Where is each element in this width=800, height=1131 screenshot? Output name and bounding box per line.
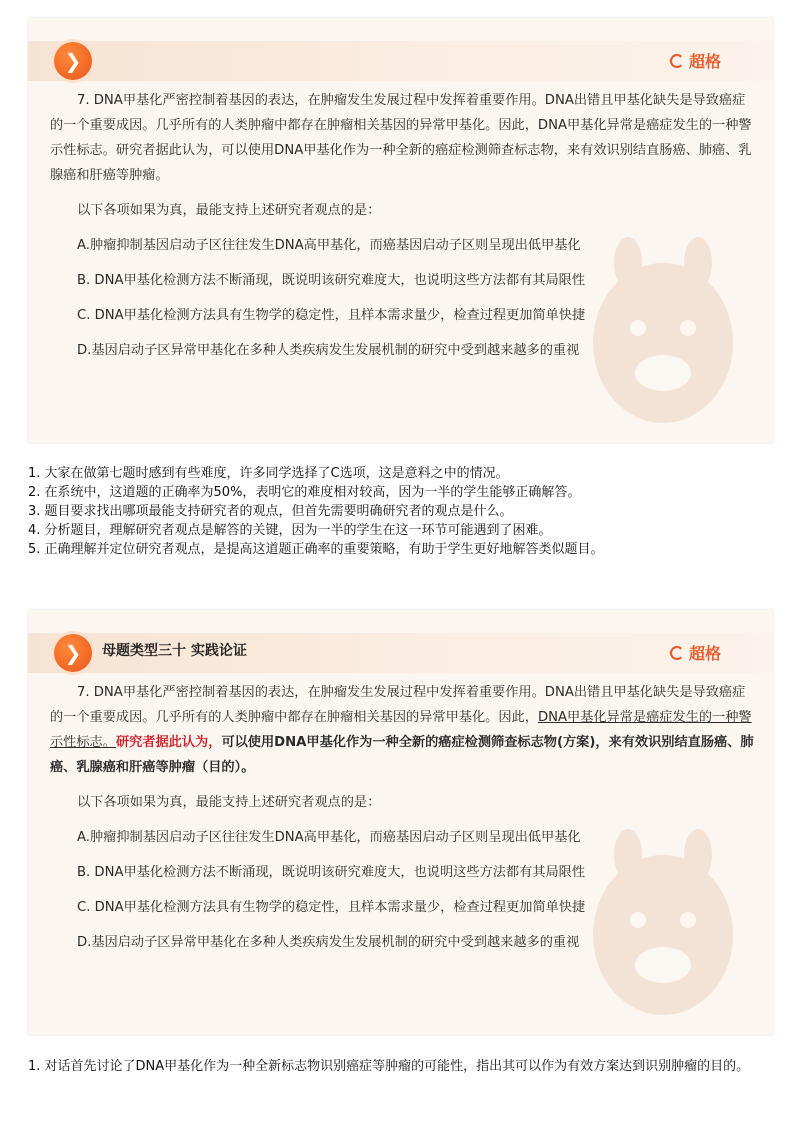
chevron-right-icon: ❯ xyxy=(54,634,92,672)
notes-list-1 xyxy=(28,464,778,559)
notes-list-2 xyxy=(28,1057,778,1076)
question-prompt: 以下各项如果为真，最能支持上述研究者观点的是： xyxy=(77,203,381,218)
brand-name: 超格 xyxy=(688,644,721,663)
brand-c-icon xyxy=(670,54,684,68)
banner-title: 母题类型三十 实践论证 xyxy=(102,643,247,659)
brand-logo xyxy=(670,641,721,664)
slide-2 xyxy=(28,610,773,1035)
brand-name: 超格 xyxy=(688,52,721,71)
brand-logo xyxy=(670,49,721,72)
option-d: D.基因启动子区异常甲基化在多种人类疾病发生发展机制的研究中受到越来越多的重视 xyxy=(77,935,580,950)
note-item: 4. 分析题目，理解研究者观点是解答的关键，因为一半的学生在这一环节可能遇到了困难。 xyxy=(28,523,552,538)
option-b: B. DNA甲基化检测方法不断涌现，既说明该研究难度大，也说明这些方法都有其局限性 xyxy=(77,273,586,288)
option-a: A.肿瘤抑制基因启动子区往往发生DNA高甲基化，而癌基因启动子区则呈现出低甲基化 xyxy=(77,238,581,253)
option-c: C. DNA甲基化检测方法具有生物学的稳定性，且样本需求量少，检查过程更加简单快捷 xyxy=(77,308,586,323)
option-a: A.肿瘤抑制基因启动子区往往发生DNA高甲基化，而癌基因启动子区则呈现出低甲基化 xyxy=(77,830,581,845)
question-content xyxy=(50,88,756,363)
note-item: 2. 在系统中，这道题的正确率为50%，表明它的难度相对较高，因为一半的学生能够正确解答。 xyxy=(28,485,581,500)
question-highlight-text: 研究者据此认为， xyxy=(115,735,222,750)
question-content xyxy=(50,680,756,955)
question-underlined-text: DNA甲基化异常是癌症发生的一种警示性标志。 xyxy=(50,710,752,750)
brand-c-icon xyxy=(670,646,684,660)
question-text-part: 7. DNA甲基化严密控制着基因的表达，在肿瘤发生发展过程中发挥着重要作用。DNA出错且甲基化缺失是导致癌症的一个重要成因。几乎所有的人类肿瘤中都存在肿瘤相关基因的异常甲基化。因此， xyxy=(50,685,746,725)
slide-banner xyxy=(28,41,773,81)
question-text xyxy=(50,680,756,780)
option-d: D.基因启动子区异常甲基化在多种人类疾病发生发展机制的研究中受到越来越多的重视 xyxy=(77,343,580,358)
note-item: 1. 大家在做第七题时感到有些难度，许多同学选择了C选项，这是意料之中的情况。 xyxy=(28,466,509,481)
option-b: B. DNA甲基化检测方法不断涌现，既说明该研究难度大，也说明这些方法都有其局限性 xyxy=(77,865,586,880)
question-text: 7. DNA甲基化严密控制着基因的表达，在肿瘤发生发展过程中发挥着重要作用。DNA出错且甲基化缺失是导致癌症的一个重要成因。几乎所有的人类肿瘤中都存在肿瘤相关基因的异常甲基化。因此，DNA甲基化异常是癌症发生的一种警示性标志。研究者据此认为，可以使用DNA甲基化作为一种全新的癌症检测筛查标志物，来有效识别结直肠癌、肺癌、乳腺癌和肝癌等肿瘤。 xyxy=(50,93,752,183)
slide-1 xyxy=(28,18,773,443)
option-c: C. DNA甲基化检测方法具有生物学的稳定性，且样本需求量少，检查过程更加简单快捷 xyxy=(77,900,586,915)
question-prompt: 以下各项如果为真，最能支持上述研究者观点的是： xyxy=(77,795,381,810)
note-item: 3. 题目要求找出哪项最能支持研究者的观点，但首先需要明确研究者的观点是什么。 xyxy=(28,504,513,519)
note-item: 5. 正确理解并定位研究者观点，是提高这道题正确率的重要策略，有助于学生更好地解答类似题目。 xyxy=(28,542,604,557)
question-bold-text: 可以使用DNA甲基化作为一种全新的癌症检测筛查标志物(方案)，来有效识别结直肠癌、肺癌、乳腺癌和肝癌等肿瘤（目的）。 xyxy=(50,735,754,775)
chevron-right-icon: ❯ xyxy=(54,42,92,80)
note-item: 1. 对话首先讨论了DNA甲基化作为一种全新标志物识别癌症等肿瘤的可能性，指出其可以作为有效方案达到识别肿瘤的目的。 xyxy=(28,1059,750,1074)
